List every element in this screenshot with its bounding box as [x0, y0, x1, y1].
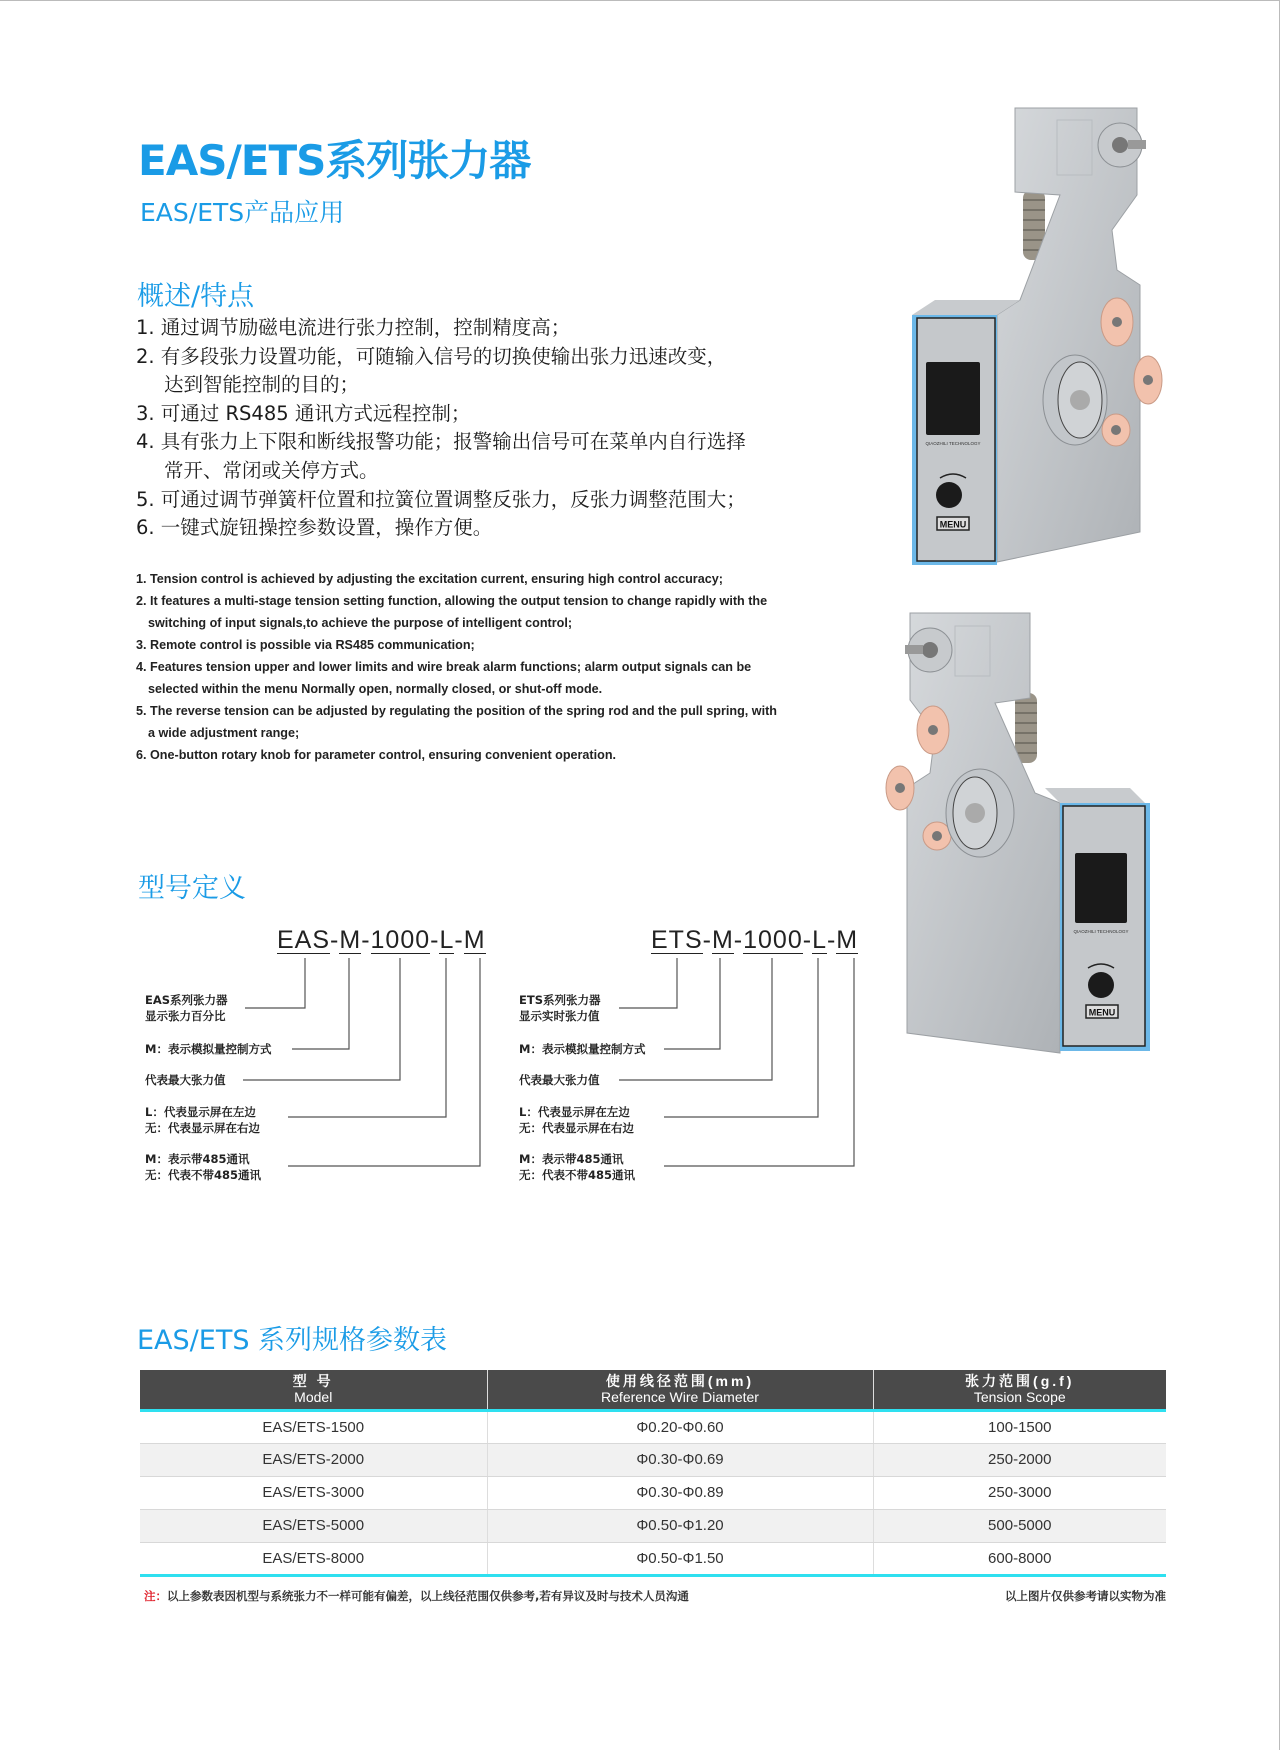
cell-diameter: Φ0.50-Φ1.50: [487, 1542, 873, 1575]
connector-line: [288, 958, 446, 1117]
cell-diameter: Φ0.30-Φ0.69: [487, 1443, 873, 1476]
label-line: 无：代表不带485通讯: [519, 1168, 636, 1182]
label-line: EAS系列张力器: [145, 993, 228, 1007]
feature-item: 6. One-button rotary knob for parameter control, ensuring convenient operation.: [136, 748, 617, 762]
code-sep: -: [330, 926, 340, 954]
code-part-comm: M: [463, 926, 486, 954]
connector-line: [664, 958, 720, 1049]
connector-line: [243, 958, 400, 1080]
feature-item-cont: 达到智能控制的目的；: [164, 373, 360, 397]
code-part-tension: 1000: [743, 926, 803, 954]
knob: [1088, 972, 1114, 998]
eas-label-comm: [145, 1151, 261, 1183]
feature-item-cont: switching of input signals,to achieve the purpose of intelligent control;: [148, 616, 573, 630]
table-row: [140, 1476, 1166, 1509]
feature-item: 2. It features a multi-stage tension setting function, allowing the output tension to change rapidly with the: [136, 594, 768, 608]
product-image-ets: [875, 608, 1165, 1058]
feature-item: 2. 有多段张力设置功能，可随输入信号的切换使输出张力迅速改变，: [136, 344, 727, 368]
feature-item: 6. 一键式旋钮操控参数设置，操作方便。: [136, 516, 493, 540]
eas-label-tension: 代表最大张力值: [145, 1073, 226, 1087]
menu-label: MENU: [1088, 1007, 1116, 1018]
label-line: ETS系列张力器: [519, 993, 601, 1007]
page-subtitle: EAS/ETS产品应用: [140, 198, 345, 227]
feature-item-cont: 常开、常闭或关停方式。: [164, 458, 379, 482]
label-line: L：代表显示屏在左边: [519, 1105, 630, 1119]
connector-line: [664, 958, 854, 1166]
code-part-series: EAS: [277, 926, 331, 954]
column-header-cn: 张力范围(g.f): [965, 1373, 1075, 1390]
eas-label-display: [145, 1104, 260, 1136]
column-header-cn: 使用线径范围(mm): [605, 1373, 755, 1390]
product-image-eas: [880, 100, 1170, 570]
code-part-control: M: [339, 926, 362, 954]
column-header-en: Tension Scope: [973, 1389, 1066, 1406]
code-part-tension: 1000: [370, 926, 431, 954]
column-header-en: Model: [294, 1389, 333, 1406]
overview-heading: 概述/特点: [137, 281, 255, 312]
note-label: 注：: [144, 1589, 167, 1603]
feature-item: 4. Features tension upper and lower limits and wire break alarm functions; alarm output signals can be: [136, 660, 752, 674]
cell-tension: 600-8000: [873, 1542, 1166, 1575]
cell-model: EAS/ETS-2000: [140, 1443, 487, 1476]
label-line: M：表示带485通讯: [519, 1152, 624, 1166]
feature-item: 3. Remote control is possible via RS485 communication;: [136, 638, 475, 652]
code-part-series: ETS: [651, 926, 703, 954]
display-screen: [926, 362, 980, 435]
spec-note: [144, 1588, 689, 1604]
cell-tension: 500-5000: [873, 1509, 1166, 1542]
code-part-comm: M: [836, 926, 859, 954]
connector-line: [619, 958, 677, 1008]
table-row: [140, 1542, 1166, 1575]
code-part-display: L: [439, 926, 455, 954]
model-definition-heading: 型号定义: [138, 873, 246, 904]
code-sep: -: [733, 926, 744, 954]
column-header-cn: 型 号: [292, 1373, 334, 1390]
connector-line: [288, 958, 480, 1166]
cell-model: EAS/ETS-1500: [140, 1410, 487, 1443]
page-title: EAS/ETS系列张力器: [138, 136, 531, 185]
feature-item: 1. 通过调节励磁电流进行张力控制，控制精度高；: [136, 316, 571, 339]
cell-model: EAS/ETS-5000: [140, 1509, 487, 1542]
ets-label-control: M：表示模拟量控制方式: [519, 1042, 646, 1056]
code-sep: -: [361, 926, 371, 954]
label-line: 无：代表显示屏在右边: [145, 1121, 260, 1135]
cell-tension: 100-1500: [873, 1410, 1166, 1443]
feature-item-cont: selected within the menu Normally open, normally closed, or shut-off mode.: [148, 682, 603, 696]
column-header-en: Reference Wire Diameter: [601, 1389, 759, 1406]
feature-item: 4. 具有张力上下限和断线报警功能；报警输出信号可在菜单内自行选择: [136, 430, 746, 454]
column-header-wire-diameter: [487, 1370, 873, 1410]
cell-model: EAS/ETS-3000: [140, 1476, 487, 1509]
table-row: [140, 1509, 1166, 1542]
label-line: L：代表显示屏在左边: [145, 1105, 256, 1119]
brand-label: QIAOZHILI TECHNOLOGY: [925, 441, 981, 446]
feature-item: 5. The reverse tension can be adjusted by regulating the position of the spring rod and the pull spring, with: [136, 704, 777, 718]
control-box: [1045, 788, 1150, 1051]
code-part-control: M: [711, 926, 734, 954]
display-screen: [1075, 853, 1127, 923]
cell-diameter: Φ0.30-Φ0.89: [487, 1476, 873, 1509]
brand-label: QIAOZHILI TECHNOLOGY: [1073, 929, 1129, 934]
cell-tension: 250-3000: [873, 1476, 1166, 1509]
feature-item: 3. 可通过 RS485 通讯方式远程控制；: [136, 401, 471, 425]
code-sep: -: [430, 926, 440, 954]
menu-label: MENU: [939, 519, 967, 530]
knob: [936, 482, 962, 508]
ets-label-series: [519, 992, 600, 1024]
connector-line: [664, 958, 818, 1117]
table-header-row: [140, 1370, 1166, 1410]
feature-item-cont: a wide adjustment range;: [148, 726, 300, 740]
feature-item: 5. 可通过调节弹簧杆位置和拉簧位置调整反张力，反张力调整范围大；: [136, 487, 746, 511]
table-row: [140, 1443, 1166, 1476]
spec-table-heading: EAS/ETS 系列规格参数表: [137, 1325, 448, 1356]
code-part-display: L: [812, 926, 827, 954]
connector-line: [245, 958, 305, 1008]
table-row: [140, 1410, 1166, 1443]
spec-table: [140, 1370, 1166, 1577]
cell-model: EAS/ETS-8000: [140, 1542, 487, 1575]
label-line: 无：代表不带485通讯: [145, 1168, 262, 1182]
code-sep: -: [802, 926, 813, 954]
code-sep: -: [454, 926, 464, 954]
feature-item: 1. Tension control is achieved by adjusting the excitation current, ensuring high control accuracy;: [136, 572, 723, 586]
cell-diameter: Φ0.50-Φ1.20: [487, 1509, 873, 1542]
ets-label-display: [519, 1104, 634, 1136]
note-text: 以上参数表因机型与系统张力不一样可能有偏差，以上线径范围仅供参考,若有异议及时与技术人员沟通: [167, 1589, 689, 1603]
image-disclaimer: 以上图片仅供参考请以实物为准: [1005, 1589, 1166, 1603]
label-line: 显示实时张力值: [519, 1009, 600, 1023]
ets-label-comm: [519, 1151, 635, 1183]
code-sep: -: [826, 926, 837, 954]
column-header-tension-scope: [873, 1370, 1166, 1410]
label-line: 显示张力百分比: [145, 1009, 226, 1023]
column-header-model: [140, 1370, 487, 1410]
label-line: M：表示带485通讯: [145, 1152, 250, 1166]
label-line: 无：代表显示屏在右边: [519, 1121, 634, 1135]
ets-label-tension: 代表最大张力值: [519, 1073, 600, 1087]
connector-line: [292, 958, 349, 1049]
cell-tension: 250-2000: [873, 1443, 1166, 1476]
code-sep: -: [702, 926, 712, 954]
connector-line: [619, 958, 772, 1080]
eas-label-control: M：表示模拟量控制方式: [145, 1042, 272, 1056]
cell-diameter: Φ0.20-Φ0.60: [487, 1410, 873, 1443]
spring: [1015, 693, 1037, 763]
eas-label-series: [145, 992, 228, 1024]
